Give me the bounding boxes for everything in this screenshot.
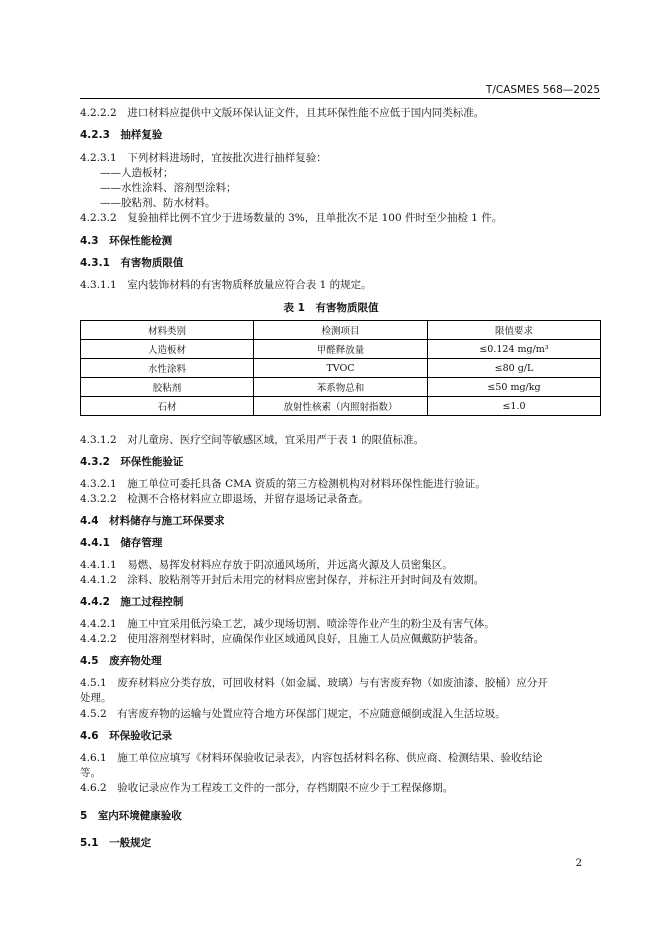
clause-4-3-2-2: 4.3.2.2 检测不合格材料应立即退场，并留存退场记录备查。: [80, 493, 369, 505]
clause-4-3-1-2: 4.3.1.2 对儿童房、医疗空间等敏感区域，宜采用严于表 1 的限值标准。: [80, 434, 425, 446]
heading-4-4: 4.4 材料储存与施工环保要求: [80, 515, 225, 527]
clause-4-5-1: 4.5.1 废弃材料应分类存放，可回收材料（如金属、玻璃）与有害废弃物（如废油漆、胶桶）应分开: [80, 677, 548, 689]
clause-4-2-3-1: 4.2.3.1 下列材料进场时，宜按批次进行抽样复验：: [80, 152, 327, 164]
clause-4-4-1-1: 4.4.1.1 易燃、易挥发材料应存放于阴凉通风场所，并远离火源及人员密集区。: [80, 559, 453, 571]
clause-4-6-1: 4.6.1 施工单位应填写《材料环保验收记录表》，内容包括材料名称、供应商、检测结果、验收结论: [80, 752, 543, 764]
list-item: ——胶粘剂、防水材料。: [100, 197, 216, 209]
table-cell: 石材: [81, 397, 254, 416]
list-item: ——水性涂料、溶剂型涂料；: [100, 182, 237, 194]
clause-4-5-2: 4.5.2 有害废弃物的运输与处置应符合地方环保部门规定，不应随意倾倒或混入生活垃圾。: [80, 708, 506, 720]
table-cell: ≤0.124 mg/m³: [428, 340, 601, 359]
clause-4-6-2: 4.6.2 验收记录应作为工程竣工文件的一部分，存档期限不应少于工程保修期。: [80, 782, 454, 794]
clause-4-2-2-2: 4.2.2.2 进口材料应提供中文版环保认证文件，且其环保性能不应低于国内同类标准。: [80, 107, 485, 119]
clause-4-4-2-2: 4.4.2.2 使用溶剂型材料时，应确保作业区域通风良好，且施工人员应佩戴防护装备。: [80, 633, 485, 645]
page-number: 2: [575, 858, 582, 869]
heading-4-6: 4.6 环保验收记录: [80, 730, 173, 742]
list-item: ——人造板材；: [100, 167, 174, 179]
table-cell: 胶粘剂: [81, 378, 254, 397]
header-rule: [80, 98, 600, 99]
table-row: [81, 378, 601, 397]
table-cell: 水性涂料: [81, 359, 254, 378]
table-cell: TVOC: [254, 359, 428, 378]
table-caption: 表 1 有害物质限值: [283, 302, 379, 314]
table-cell: 人造板材: [81, 340, 254, 359]
heading-4-5: 4.5 废弃物处理: [80, 655, 162, 667]
heading-4-3: 4.3 环保性能检测: [80, 235, 173, 247]
clause-4-4-1-2: 4.4.1.2 涂料、胶粘剂等开封后未用完的材料应密封保存，并标注开封时间及有效期。: [80, 574, 485, 586]
document-code: T/CASMES 568—2025: [485, 84, 600, 96]
table-header-cell: 材料类别: [81, 321, 254, 340]
table-header-cell: 限值要求: [428, 321, 601, 340]
clause-4-2-3-2: 4.2.3.2 复验抽样比例不宜少于进场数量的 3%，且单批次不足 100 件时至少抽检 1 件。: [80, 212, 503, 224]
heading-4-4-1: 4.4.1 储存管理: [80, 537, 163, 549]
heading-4-3-2: 4.3.2 环保性能验证: [80, 456, 184, 468]
table-row: [81, 397, 601, 416]
table-cell: 放射性核素（内照射指数）: [254, 397, 428, 416]
heading-5-1: 5.1 一般规定: [80, 837, 152, 849]
table-cell: ≤1.0: [428, 397, 601, 416]
clause-4-3-1-1: 4.3.1.1 室内装饰材料的有害物质释放量应符合表 1 的规定。: [80, 279, 372, 291]
table-cell: ≤50 mg/kg: [428, 378, 601, 397]
heading-4-4-2: 4.4.2 施工过程控制: [80, 596, 184, 608]
clause-4-3-2-1: 4.3.2.1 施工单位可委托具备 CMA 资质的第三方检测机构对材料环保性能进行验证。: [80, 478, 486, 490]
heading-4-3-1: 4.3.1 有害物质限值: [80, 257, 184, 269]
table-cell: 苯系物总和: [254, 378, 428, 397]
table-header-cell: 检测项目: [254, 321, 428, 340]
heading-4-2-3: 4.2.3 抽样复验: [80, 129, 163, 141]
table-cell: ≤80 g/L: [428, 359, 601, 378]
table-row: [81, 340, 601, 359]
table-row: [81, 359, 601, 378]
clause-4-4-2-1: 4.4.2.1 施工中宜采用低污染工艺，减少现场切割、喷涂等作业产生的粉尘及有害气体。: [80, 618, 495, 630]
table-cell: 甲醛释放量: [254, 340, 428, 359]
limits-table: [80, 320, 601, 416]
table-header-row: [81, 321, 601, 340]
clause-4-6-1-continued: 等。: [80, 767, 101, 779]
heading-5: 5 室内环境健康验收: [80, 810, 182, 822]
clause-4-5-1-continued: 处理。: [80, 692, 112, 704]
